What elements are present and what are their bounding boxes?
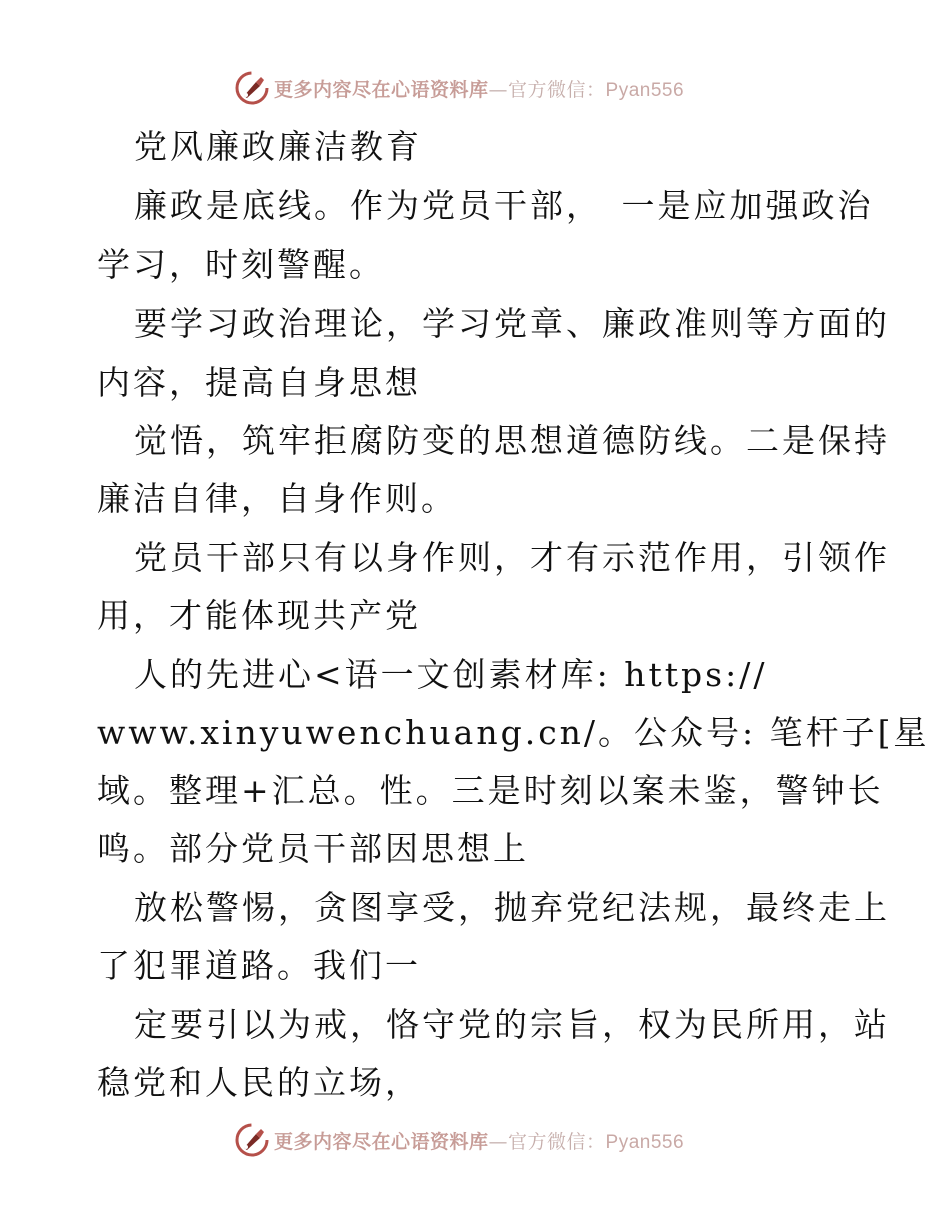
watermark-dash: — [488, 1130, 509, 1153]
text-line: 了犯罪道路。我们一 [97, 946, 421, 985]
text-line: 内容，提高自身思想 [97, 363, 421, 402]
text-line: www.xinyuwenchuang.cn/。公众号: 笔杆子[星 [97, 713, 930, 752]
text-line: 用，才能体现共产党 [97, 596, 421, 635]
text-line: 人的先进心<语一文创素材库: https:// [134, 655, 768, 694]
watermark-wechat-id: Pyan556 [605, 79, 685, 101]
text-line: 廉政是底线。作为党员干部， 一是应加强政治 [134, 186, 874, 225]
header-watermark [234, 68, 684, 108]
text-line: 定要引以为戒，恪守党的宗旨，权为民所用，站 [134, 1005, 890, 1044]
text-line: 稳党和人民的立场， [97, 1063, 421, 1102]
text-line: 鸣。部分党员干部因思想上 [97, 829, 529, 868]
text-line: 域。整理+汇总。性。三是时刻以案未鉴，警钟长 [97, 771, 884, 810]
footer-watermark [234, 1120, 684, 1160]
watermark-main: 更多内容尽在心语资料库 [274, 1130, 489, 1153]
watermark-text [274, 1127, 684, 1154]
document-title: 党风廉政廉洁教育 [134, 127, 422, 166]
text-line: 放松警惕，贪图享受，抛弃党纪法规，最终走上 [134, 888, 890, 927]
watermark-wechat-label: 官方微信： [508, 1130, 606, 1153]
watermark-wechat-label: 官方微信： [508, 78, 606, 101]
text-line: 廉洁自律，自身作则。 [97, 479, 457, 518]
watermark-text [274, 75, 684, 102]
text-line: 要学习政治理论，学习党章、廉政准则等方面的 [134, 304, 890, 343]
pen-nib-logo-icon [234, 1122, 270, 1158]
pen-nib-logo-icon [234, 70, 270, 106]
text-line: 学习，时刻警醒。 [97, 245, 385, 284]
text-line: 党员干部只有以身作则，才有示范作用，引领作 [134, 538, 890, 577]
watermark-wechat-id: Pyan556 [605, 1131, 685, 1153]
watermark-main: 更多内容尽在心语资料库 [274, 78, 489, 101]
text-line: 觉悟，筑牢拒腐防变的思想道德防线。二是保持 [134, 421, 890, 460]
watermark-dash: — [488, 78, 509, 101]
